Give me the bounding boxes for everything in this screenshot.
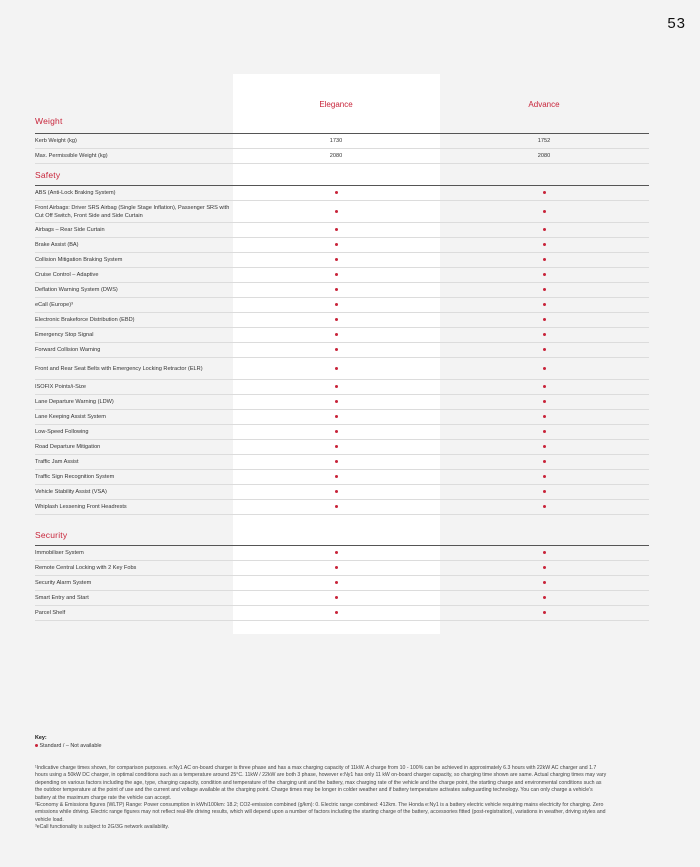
standard-advance (514, 209, 574, 215)
row-label: Forward Collision Warning (35, 347, 101, 353)
standard-dot-icon (335, 581, 338, 584)
standard-advance (514, 317, 574, 323)
standard-dot-icon (335, 273, 338, 276)
standard-dot-icon (335, 430, 338, 433)
row-label: Immobiliser System (35, 550, 84, 556)
standard-advance (514, 190, 574, 196)
standard-advance (514, 272, 574, 278)
standard-dot-icon (543, 505, 546, 508)
standard-dot-icon (543, 191, 546, 194)
row-label: Remote Central Locking with 2 Key Fobs (35, 565, 137, 571)
row-label: Max. Permissible Weight (kg) (35, 153, 108, 159)
standard-dot-icon (335, 596, 338, 599)
standard-dot-icon (543, 348, 546, 351)
standard-dot-icon (335, 611, 338, 614)
table-row (35, 425, 649, 440)
row-label: Front Airbags: Driver SRS Airbag (Single Stage Inflation), Passenger SRS with Cut Off Switch, Front Side and Side Curtain (35, 204, 230, 219)
standard-advance (514, 489, 574, 495)
standard-elegance (306, 317, 366, 323)
standard-dot-icon (335, 505, 338, 508)
row-label: Traffic Sign Recognition System (35, 474, 115, 480)
table-row (35, 283, 649, 298)
standard-elegance (306, 550, 366, 556)
standard-dot-icon (543, 445, 546, 448)
table-row (35, 268, 649, 283)
row-label: Parcel Shelf (35, 610, 66, 616)
standard-elegance (306, 399, 366, 405)
standard-elegance (306, 610, 366, 616)
value-advance: 1752 (537, 138, 551, 144)
standard-dot-icon (543, 415, 546, 418)
standard-advance (514, 459, 574, 465)
standard-dot-icon (543, 333, 546, 336)
footnote-2: ²Economy & Emissions figures (WLTP) Range: Power consumption in kWh/100km: 18.2; CO2-emission combined (g/km): 0. Electric range combined: 412km. The Honda e:Ny1 is a battery electric vehicle requiring mains electricity for charging. Zero emissions while driving. Electric range figures may not reflect real-life driving results, which will depend upon a number of factors including the starting charge of the battery, accessories fitted (post-registration), variations in weather, driving styles and vehicle load. (35, 802, 606, 823)
table-row (35, 606, 649, 621)
standard-dot-icon (543, 288, 546, 291)
standard-elegance (306, 414, 366, 420)
standard-dot-icon (543, 611, 546, 614)
table-row (35, 470, 649, 485)
table-row (35, 186, 649, 201)
row-label: ABS (Anti-Lock Braking System) (35, 190, 116, 196)
table-row (35, 149, 649, 164)
value-elegance: 1730 (329, 138, 343, 144)
section-security (35, 530, 649, 540)
standard-advance (514, 332, 574, 338)
standard-dot-icon (335, 228, 338, 231)
standard-dot-icon (543, 318, 546, 321)
standard-dot-icon (335, 258, 338, 261)
standard-elegance (306, 366, 366, 372)
standard-dot-icon (35, 744, 38, 747)
table-row (35, 395, 649, 410)
standard-dot-icon (543, 551, 546, 554)
section-title-security: Security (35, 530, 68, 540)
standard-advance (514, 474, 574, 480)
standard-advance (514, 257, 574, 263)
table-row (35, 253, 649, 268)
row-label: eCall (Europe)³ (35, 302, 73, 308)
standard-dot-icon (543, 566, 546, 569)
table-row (35, 546, 649, 561)
row-label: Front and Rear Seat Belts with Emergency Locking Retractor (ELR) (35, 365, 203, 372)
standard-dot-icon (335, 318, 338, 321)
standard-elegance (306, 332, 366, 338)
table-row (35, 238, 649, 253)
table-row (35, 576, 649, 591)
standard-elegance (306, 257, 366, 263)
standard-elegance (306, 429, 366, 435)
column-header-elegance: Elegance (319, 100, 353, 109)
row-label: Whiplash Lessening Front Headrests (35, 504, 127, 510)
standard-dot-icon (543, 367, 546, 370)
table-row (35, 298, 649, 313)
standard-elegance (306, 565, 366, 571)
standard-dot-icon (543, 243, 546, 246)
table-row (35, 455, 649, 470)
row-label: Collision Mitigation Braking System (35, 257, 123, 263)
row-label: Low-Speed Following (35, 429, 89, 435)
table-row (35, 440, 649, 455)
standard-elegance (306, 444, 366, 450)
table-row (35, 380, 649, 395)
section-title-weight: Weight (35, 116, 63, 126)
row-label: ISOFIX Points/i-Size (35, 384, 86, 390)
row-label: Road Departure Mitigation (35, 444, 101, 450)
table-row (35, 343, 649, 358)
key-title: Key: (35, 735, 47, 741)
table-row (35, 223, 649, 238)
standard-dot-icon (335, 566, 338, 569)
standard-elegance (306, 384, 366, 390)
standard-advance (514, 384, 574, 390)
row-label: Emergency Stop Signal (35, 332, 94, 338)
column-header-advance: Advance (528, 100, 560, 109)
standard-advance (514, 399, 574, 405)
section-weight (35, 116, 649, 126)
standard-dot-icon (543, 490, 546, 493)
table-row (35, 591, 649, 606)
row-label: Security Alarm System (35, 580, 92, 586)
standard-advance (514, 504, 574, 510)
standard-advance (514, 347, 574, 353)
table-row (35, 500, 649, 515)
row-label: Airbags – Rear Side Curtain (35, 227, 105, 233)
standard-elegance (306, 459, 366, 465)
standard-elegance (306, 190, 366, 196)
standard-dot-icon (335, 367, 338, 370)
row-label: Smart Entry and Start (35, 595, 89, 601)
standard-dot-icon (335, 460, 338, 463)
value-advance: 2080 (537, 153, 551, 159)
footnote-1: ¹Indicative charge times shown, for comparison purposes. e:Ny1 AC on-board charger is three phase and has a max charging capacity of 11kW. A charge from 10 - 100% can be achieved in approximately 6.3 hours with 22kW AC charger and 1.7 hours using a 50kW DC charger, in optimal conditions such as a temperature around 25°C. 11kW / 22kW are both 3 phase, however e:Ny1 has only 11 kW on-board charger capacity, so charging time shown are same. Actual charging times may vary depending on various factors including the age, type, charging capacity, condition and temperature of the charging unit and the battery, max charging rate of the vehicle and the charge point, the starting charge and environmental conditions such as the outdoor temperature at the point of use and the current and voltage available at the charging point. Charge times may be longer in colder weather and if battery temperature activates safeguarding technology. You can only charge a vehicle's battery at the maximum charge rate the vehicle can accept. (35, 765, 607, 801)
standard-elegance (306, 504, 366, 510)
table-row (35, 358, 649, 380)
standard-dot-icon (335, 490, 338, 493)
standard-dot-icon (335, 400, 338, 403)
standard-dot-icon (335, 551, 338, 554)
standard-dot-icon (335, 333, 338, 336)
standard-dot-icon (335, 288, 338, 291)
standard-advance (514, 610, 574, 616)
table-row (35, 313, 649, 328)
standard-advance (514, 550, 574, 556)
table-row (35, 328, 649, 343)
section-title-safety: Safety (35, 170, 61, 180)
standard-dot-icon (335, 348, 338, 351)
table-row (35, 410, 649, 425)
standard-dot-icon (543, 581, 546, 584)
standard-elegance (306, 580, 366, 586)
row-label: Lane Keeping Assist System (35, 414, 106, 420)
table-row (35, 201, 649, 223)
standard-advance (514, 366, 574, 372)
standard-elegance (306, 595, 366, 601)
key-legend (35, 735, 102, 749)
standard-dot-icon (543, 258, 546, 261)
table-row (35, 561, 649, 576)
standard-elegance (306, 287, 366, 293)
standard-dot-icon (335, 191, 338, 194)
standard-elegance (306, 474, 366, 480)
standard-elegance (306, 272, 366, 278)
row-label: Cruise Control – Adaptive (35, 272, 99, 278)
standard-dot-icon (543, 273, 546, 276)
standard-dot-icon (543, 460, 546, 463)
standard-elegance (306, 347, 366, 353)
table-row (35, 134, 649, 149)
standard-dot-icon (543, 303, 546, 306)
footnotes (35, 765, 610, 832)
standard-advance (514, 242, 574, 248)
row-label: Deflation Warning System (DWS) (35, 287, 118, 293)
row-label: Brake Assist (BA) (35, 242, 79, 248)
row-label: Lane Departure Warning (LDW) (35, 399, 114, 405)
value-elegance: 2080 (329, 153, 343, 159)
standard-dot-icon (543, 210, 546, 213)
standard-advance (514, 429, 574, 435)
standard-dot-icon (543, 475, 546, 478)
standard-advance (514, 302, 574, 308)
standard-dot-icon (335, 445, 338, 448)
standard-advance (514, 414, 574, 420)
standard-dot-icon (543, 400, 546, 403)
table-row (35, 485, 649, 500)
standard-advance (514, 287, 574, 293)
standard-elegance (306, 489, 366, 495)
row-label: Traffic Jam Assist (35, 459, 79, 465)
standard-elegance (306, 209, 366, 215)
standard-elegance (306, 227, 366, 233)
standard-advance (514, 580, 574, 586)
standard-dot-icon (543, 430, 546, 433)
standard-dot-icon (335, 415, 338, 418)
standard-advance (514, 227, 574, 233)
row-label: Kerb Weight (kg) (35, 138, 77, 144)
standard-elegance (306, 302, 366, 308)
standard-dot-icon (335, 303, 338, 306)
standard-advance (514, 595, 574, 601)
section-safety (35, 170, 649, 180)
page-number: 53 (667, 15, 686, 32)
standard-dot-icon (335, 243, 338, 246)
row-label: Electronic Brakeforce Distribution (EBD) (35, 317, 135, 323)
standard-advance (514, 565, 574, 571)
standard-dot-icon (543, 596, 546, 599)
row-label: Vehicle Stability Assist (VSA) (35, 489, 107, 495)
standard-elegance (306, 242, 366, 248)
standard-dot-icon (335, 475, 338, 478)
standard-dot-icon (543, 228, 546, 231)
key-text: Standard / – Not available (39, 743, 102, 749)
standard-dot-icon (335, 385, 338, 388)
standard-dot-icon (543, 385, 546, 388)
standard-dot-icon (335, 210, 338, 213)
footnote-3: ³eCall functionality is subject to 2G/3G network availability. (35, 824, 169, 831)
standard-advance (514, 444, 574, 450)
